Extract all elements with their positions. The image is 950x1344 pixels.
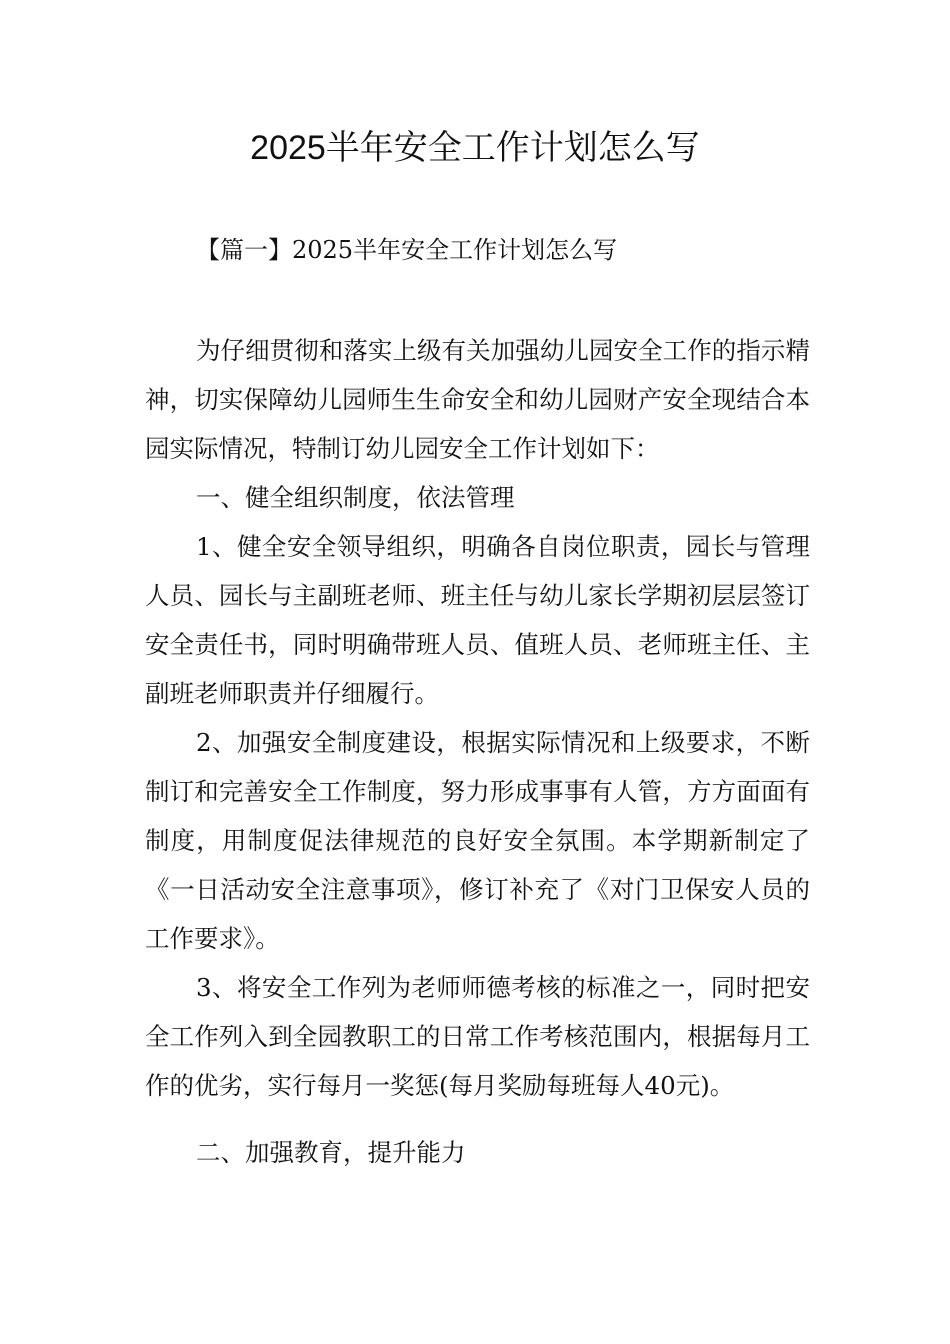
section-heading-1: 一、健全组织制度，依法管理 — [196, 483, 515, 512]
intro-paragraph: 为仔细贯彻和落实上级有关加强幼儿园安全工作的指示精神，切实保障幼儿园师生生命安全和幼儿园财产安全现结合本园实际情况，特制订幼儿园安全工作计划如下： — [145, 336, 810, 463]
item-paragraph-2: 2、加强安全制度建设，根据实际情况和上级要求，不断制订和完善安全工作制度，努力形成事事有人管，方方面面有制度，用制度促法律规范的良好安全氛围。本学期新制定了《一日活动安全注意事项》，修订补充了《对门卫保安人员的工作要求》。 — [145, 728, 810, 953]
chapter-heading: 【篇一】2025半年安全工作计划怎么写 — [196, 236, 618, 264]
document-title: 2025半年安全工作计划怎么写 — [250, 129, 700, 167]
item-paragraph-3: 3、将安全工作列为老师师德考核的标准之一，同时把安全工作列入到全园教职工的日常工作考核范围内，根据每月工作的优劣，实行每月一奖惩(每月奖励每班每人40元)。 — [145, 973, 810, 1100]
document-body — [145, 326, 810, 1177]
section-heading-2: 二、加强教育，提升能力 — [196, 1138, 466, 1167]
item-paragraph-1: 1、健全安全领导组织，明确各自岗位职责，园长与管理人员、园长与主副班老师、班主任与幼儿家长学期初层层签订安全责任书，同时明确带班人员、值班人员、老师班主任、主副班老师职责并仔细履行。 — [145, 532, 810, 708]
